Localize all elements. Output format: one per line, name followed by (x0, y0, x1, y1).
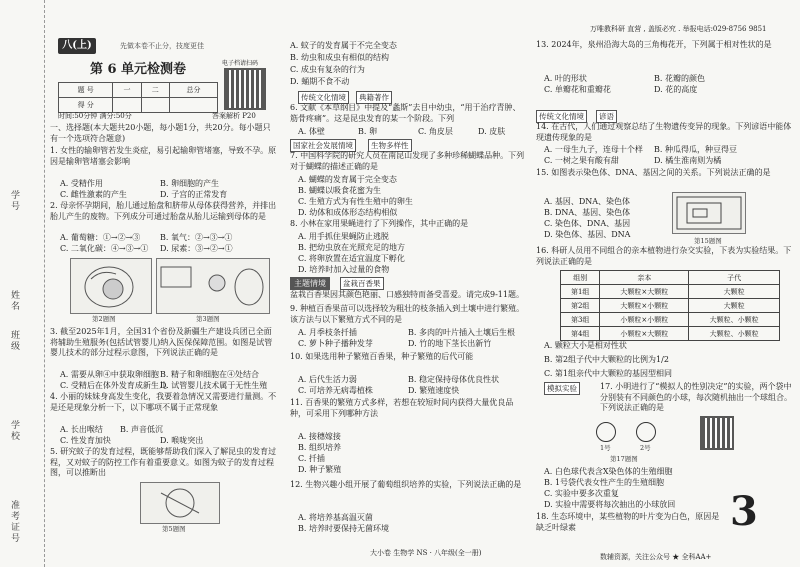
question-text: 9. 种植百香果苗可以选择较为粗壮的枝条插入到土壤中进行繁殖。该方法与以下繁殖方式不同的是 (290, 304, 525, 324)
option[interactable]: D. 花的高度 (654, 85, 698, 94)
question-text: 1. 女性的输卵管若发生炎症，易引起输卵管堵塞，导致不孕。原因是输卵管堵塞会影响 (50, 146, 277, 166)
option[interactable]: C. 雌性激素的产生 (60, 190, 127, 199)
question-text: 14. 在古代，人们通过观察总结了生物遗传变异的现象。下列谚语中能体现遗传现象的是 (536, 122, 792, 142)
table-header: 亲本 (600, 271, 689, 285)
option[interactable]: D. 种子繁殖 (298, 465, 342, 474)
option[interactable]: B. DNA、基因、染色体 (544, 208, 631, 217)
qr-label: 电子档请扫码 (222, 60, 259, 67)
score-cell[interactable] (141, 98, 169, 113)
option[interactable]: A. 基因、DNA、染色体 (544, 197, 631, 206)
option[interactable]: D. 尿素：③→②→① (160, 244, 233, 253)
bag-2 (636, 422, 656, 442)
data-table (560, 270, 780, 341)
option[interactable]: C. 生殖方式为有性生殖中的卵生 (298, 197, 413, 206)
time-info: 时间:50分钟 满分:50分 (58, 112, 132, 120)
footer-center: 大小卷 生物学 NS · 八年级(全一册) (370, 549, 482, 557)
theme-title: 盆栽百香果 (340, 277, 384, 290)
binding-label: 准考证号 (9, 500, 19, 544)
option[interactable]: B. 幼虫和成虫有相似的结构 (290, 53, 389, 62)
option[interactable]: A. 一母生九子，连母十个样 (544, 145, 643, 154)
section-title: 一、选择题(本大题共20小题，每小题1分，共20分。每小题只有一个选项符合题意) (50, 123, 271, 143)
question-text: 5. 研究蚊子的发育过程，既能够帮助我们深入了解昆虫的发育过程，又对蚊子的防控工作有着重要意义。如图为蚊子的发育过程图，可以推断出 (50, 447, 277, 477)
option[interactable]: B. 把幼虫放在光照充足的地方 (298, 243, 405, 252)
figure-caption: 第2题图 (92, 315, 116, 323)
option[interactable]: A. 用手抓住果蝇防止逃脱 (298, 232, 389, 241)
bag-1 (596, 422, 616, 442)
figure-fetus (70, 258, 152, 314)
option[interactable]: D. 染色体、基因、DNA (544, 230, 631, 239)
option[interactable]: A. 葡萄糖：①→②→③ (60, 233, 141, 242)
option[interactable]: D. 蛹期不食不动 (290, 77, 350, 86)
score-cell[interactable] (169, 98, 217, 113)
option[interactable]: D. 培养时加入过量的食物 (298, 265, 390, 274)
fetus-illustration (71, 259, 151, 313)
question-text: 11. 百香果的繁殖方式多样，若想在较短时间内获得大量优良品种，可采用下列哪种方法 (290, 398, 514, 418)
bag-label: 2号 (640, 444, 651, 452)
table-header: 组别 (561, 271, 600, 285)
figure-caption: 第3题图 (196, 315, 220, 323)
header-notice: 万唯教科研 直营 , 盖版必究 . 举报电话:029-8756 9851 (590, 25, 767, 33)
table-cell: 小颗粒×小颗粒 (600, 313, 689, 327)
option[interactable]: C. 将卵放置在适宜温度下孵化 (298, 254, 405, 263)
figure-caption: 第15题图 (694, 237, 722, 245)
option[interactable]: A. 将培养基高温灭菌 (298, 513, 373, 522)
option[interactable]: B. 1号袋代表女性产生的生殖细胞 (544, 478, 665, 487)
option[interactable]: A. 接穗嫁接 (298, 432, 341, 441)
context-tag: 传统文化情境 (536, 110, 587, 123)
bag-label: 1号 (600, 444, 611, 452)
question-text: 4. 小丽的妹妹身高发生变化，我要着急情况又需要进行量测。不是还是现象分析一下，以下哪项不属于正常现象 (50, 392, 277, 412)
table-cell: 大颗粒×大颗粒 (600, 285, 689, 299)
option[interactable]: C. 一树之果有酸有甜 (544, 156, 619, 165)
figure-ivf (156, 258, 270, 314)
option[interactable]: A. 受精作用 (60, 179, 103, 188)
option[interactable]: B. 氧气：②→③→① (160, 233, 233, 242)
option[interactable]: D. 皮肤 (478, 127, 506, 136)
binding-label: 学校 (9, 420, 19, 442)
context-tag: 国家社会发展情境 (290, 139, 356, 152)
option[interactable]: A. 叶的形状 (544, 74, 587, 83)
option[interactable]: A. 蚊子的发育属于不完全变态 (290, 41, 397, 50)
option[interactable]: C. 成虫有复杂的行为 (290, 65, 365, 74)
option[interactable]: C. 第1组亲代中大颗粒的基因型相同 (544, 369, 673, 378)
option[interactable]: C. 角皮层 (418, 127, 453, 136)
option[interactable]: C. 单瓣花和重瓣花 (544, 85, 611, 94)
binding-label: 学号 (9, 190, 19, 212)
table-cell: 第1组 (561, 285, 600, 299)
score-head: 题 号 (59, 83, 113, 98)
option[interactable]: C. 实验中要多次重复 (544, 489, 619, 498)
option[interactable]: A. 需要从卵④中获取卵细胞 (60, 370, 159, 379)
option[interactable]: B. 声音低沉 (120, 425, 163, 434)
option[interactable]: C. 萝卜种子播种发芽 (298, 339, 373, 348)
option[interactable]: C. 可培养无病毒植株 (298, 386, 373, 395)
table-header: 子代 (689, 271, 780, 285)
context-tag: 生物多样性 (368, 139, 412, 152)
score-table (58, 82, 218, 113)
binding-strip (0, 0, 45, 567)
option[interactable]: B. 卵细胞的产生 (160, 179, 219, 188)
page-title: 第 6 单元检测卷 (89, 62, 187, 77)
question-text: 2. 母亲怀孕期间，胎儿通过胎盘和脐带从母体获得营养，并排出胎儿产生的废物。下列成分可通过胎盘从胎儿运输到母体的是 (50, 201, 277, 221)
option[interactable]: D. 橘生淮南则为橘 (654, 156, 722, 165)
option[interactable]: D. 试管婴儿技术属于无性生殖 (160, 381, 268, 390)
qr-code-small (700, 416, 734, 450)
option[interactable]: C. 扦插 (298, 454, 325, 463)
option[interactable]: D. 实验中需要将每次抽出的小球放回 (544, 500, 676, 509)
option[interactable]: D. 喉咙突出 (160, 436, 204, 445)
ivf-illustration (157, 259, 269, 313)
question-text: 17. 小明进行了“模拟人的性别决定”的实验，两个袋中分别装有不同颜色的小球，每次随机抽出一个球组合。下列说法正确的是 (600, 382, 792, 412)
question-text: 3. 截至2025年1月，全国31个省份及新疆生产建设兵团已全面将辅助生殖服务(包括试管婴儿)纳入医保保障范围。如图是试管婴儿技术的部分过程示意图，下列说法正确的是 (50, 327, 273, 357)
context-tag: 传统文化情境 (298, 91, 349, 104)
question-text: 7. 中国科学院的研究人员在南昆山发现了多种珍稀蝴蝶品种。下列对于蝴蝶的描述正确的是 (290, 151, 525, 171)
table-cell: 第3组 (561, 313, 600, 327)
option[interactable]: B. 组织培养 (298, 443, 341, 452)
option[interactable]: D. 繁殖速度快 (408, 386, 460, 395)
page-number: 3 (730, 488, 758, 535)
question-text: 16. 科研人员用不同组合的亲本植物进行杂交实验，下表为实验结果。下列说法正确的是 (536, 246, 792, 266)
question-text: 18. 生态环境中，某些植物的叶片变为白色，原因是缺乏叶绿素 (536, 512, 720, 532)
score-col: 一 (113, 83, 141, 98)
option[interactable]: A. 颗粒大小是相对性状 (544, 341, 627, 350)
option[interactable]: B. 精子和卵细胞在④处结合 (160, 370, 259, 379)
question-text: 10. 如果选用种子繁殖百香果，种子繁殖的后代可能 (290, 352, 474, 361)
option[interactable]: B. 卵 (358, 127, 377, 136)
option[interactable]: D. 子宫的正常发育 (160, 190, 228, 199)
option[interactable]: B. 培养时要保持无菌环境 (298, 524, 389, 533)
option[interactable]: B. 花瓣的颜色 (654, 74, 705, 83)
option[interactable]: B. 第2组子代中大颗粒的比例为1/2 (544, 355, 669, 364)
score-col: 二 (141, 83, 169, 98)
figure-mosquito (140, 482, 220, 524)
table-cell: 大颗粒、小颗粒 (689, 313, 780, 327)
table-cell: 大颗粒 (689, 285, 780, 299)
grade-badge: 八(上) (58, 38, 96, 54)
context-tag: 典籍著作 (356, 91, 392, 104)
option[interactable]: C. 染色体、DNA、基因 (544, 219, 631, 228)
option[interactable]: B. 蝴蝶以吸食花蜜为生 (298, 186, 381, 195)
option[interactable]: A. 后代生活力弱 (298, 375, 357, 384)
question-text: 8. 小林在家用果蝇进行了下列操作，其中正确的是 (290, 219, 469, 228)
theme-text: 盆栽百香果因其颜色艳丽、口感独特而备受喜爱。请完成9-11题。 (290, 290, 524, 299)
option[interactable]: B. 多肉的叶片插入土壤后生根 (408, 328, 515, 337)
option[interactable]: D. 幼体和成体形态结构相似 (298, 208, 398, 217)
figure-nested-boxes (672, 192, 746, 234)
option[interactable]: D. 竹的地下茎长出新竹 (408, 339, 492, 348)
option[interactable]: A. 白色球代表含X染色体的生殖细胞 (544, 467, 673, 476)
context-tag: 模拟实验 (544, 382, 580, 395)
table-cell: 大颗粒 (689, 299, 780, 313)
option[interactable]: A. 蝴蝶的发育属于完全变态 (298, 175, 397, 184)
context-tag: 谚语 (596, 110, 617, 123)
option[interactable]: C. 受精后在体外发育成新生儿 (60, 381, 167, 390)
question-text: 12. 生物兴趣小组开展了葡萄组织培养的实验，下列说法正确的是 (290, 480, 522, 489)
footer-right: 数辅资源，关注公众号 ★ 全科AA+ (600, 553, 712, 561)
option[interactable]: C. 性发育加快 (60, 436, 111, 445)
motto: 先做本卷不止分，技度更佳 (120, 42, 204, 50)
mosquito-illustration (141, 483, 219, 523)
table-cell: 第2组 (561, 299, 600, 313)
option[interactable]: A. 体壁 (298, 127, 325, 136)
table-cell: 大颗粒、小颗粒 (689, 327, 780, 341)
option[interactable]: B. 种瓜得瓜，种豆得豆 (654, 145, 737, 154)
option[interactable]: B. 稳定保持母体优良性状 (408, 375, 499, 384)
figure-caption: 第5题图 (162, 525, 186, 533)
answer-ref: 答案解析 P20 (212, 112, 256, 120)
score-head: 得 分 (59, 98, 113, 113)
option[interactable]: A. 月季枝条扦插 (298, 328, 357, 337)
question-text: 13. 2024年，泉州沿海大岛的三角梅花开，下列属于相对性状的是 (536, 40, 772, 49)
table-cell: 小颗粒×大颗粒 (600, 327, 689, 341)
option[interactable]: A. 长出喉结 (60, 425, 103, 434)
nested-sets-illustration (673, 193, 745, 233)
score-col: 总分 (169, 83, 217, 98)
option[interactable]: C. 二氧化碳：④→③→① (60, 244, 149, 253)
binding-label: 班级 (9, 330, 19, 352)
table-cell: 第4组 (561, 327, 600, 341)
question-text: 6. 文献《本草纲目》中提及“螽斯”去目中幼虫，“用于治疗青肿、筋骨疼痛”。这是昆虫发育的某一个阶段。下列 (290, 103, 521, 123)
table-cell: 大颗粒×小颗粒 (600, 299, 689, 313)
qr-code (224, 68, 266, 110)
theme-label: 主题情境 (290, 277, 330, 290)
question-text: 15. 如图表示染色体、DNA、基因之间的关系。下列说法正确的是 (536, 168, 771, 177)
binding-label: 姓名 (9, 290, 19, 312)
figure-caption: 第17题图 (610, 455, 638, 463)
